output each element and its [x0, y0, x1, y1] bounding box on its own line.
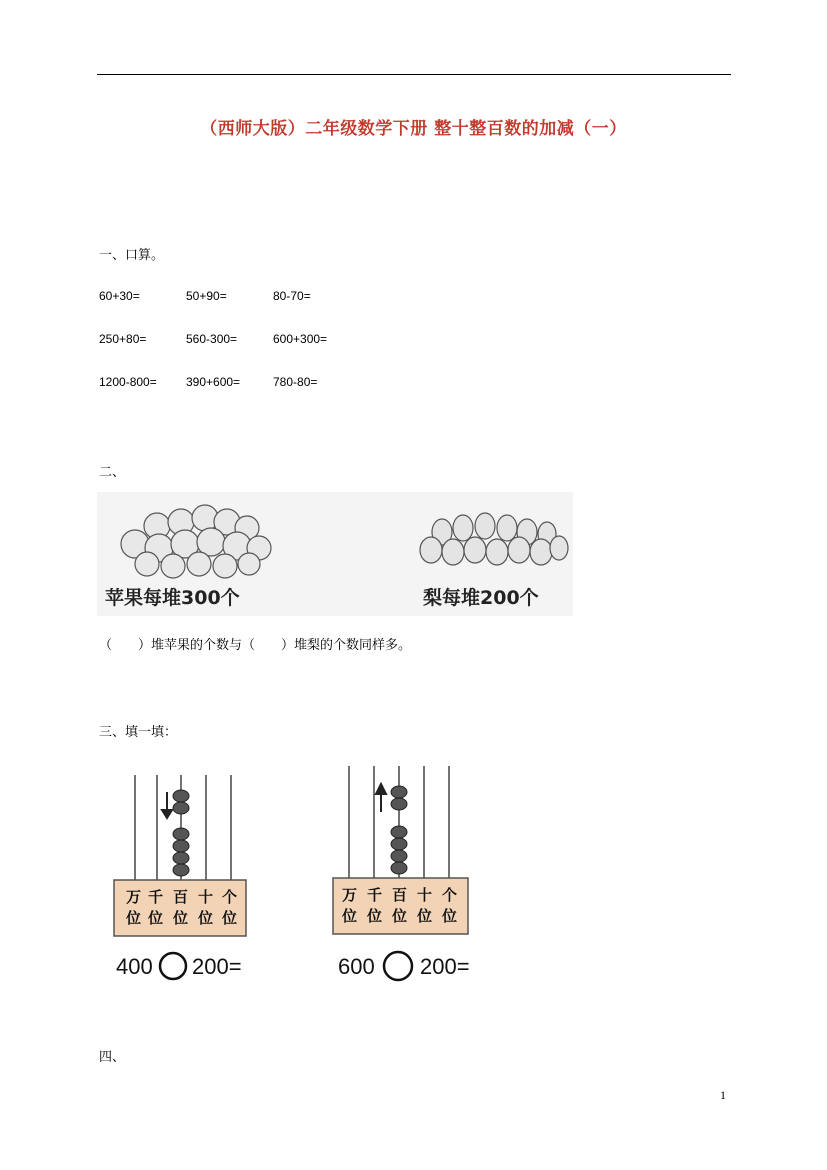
place-label: 万 [126, 888, 142, 906]
calc-item: 600+300= [273, 332, 328, 346]
answer-circle[interactable] [384, 952, 412, 980]
place-label: 十 [417, 886, 433, 904]
calc-item: 50+90= [186, 289, 227, 303]
place-label: 位 [442, 907, 458, 925]
place-label: 位 [342, 907, 358, 925]
calc-item: 1200-800= [99, 375, 157, 389]
section4-heading: 四、 [99, 1050, 126, 1065]
abacus-beads [173, 790, 189, 876]
up-arrow-icon [376, 784, 386, 812]
apple-caption: 苹果每堆300个 [105, 587, 240, 609]
page-number: 1 [720, 1088, 726, 1102]
down-arrow-icon [162, 792, 172, 818]
section2-heading: 二、 [99, 465, 126, 480]
place-label: 千 [367, 886, 383, 904]
fruit-illustration [97, 492, 573, 616]
equation-right-text: 200= [192, 954, 242, 979]
calc-item: 390+600= [186, 375, 241, 389]
section3-heading: 三、填一填： [99, 725, 178, 740]
abacus-beads [391, 786, 407, 874]
pear-caption: 梨每堆200个 [423, 587, 539, 609]
calc-item: 250+80= [99, 332, 147, 346]
equation-right-text: 200= [420, 954, 470, 979]
equation-left-number: 400 [116, 954, 153, 979]
place-label: 个 [222, 888, 238, 906]
answer-circle[interactable] [160, 953, 186, 979]
abacus-2 [330, 762, 480, 984]
place-label: 位 [222, 909, 238, 927]
section1-heading: 一、口算。 [99, 248, 165, 263]
place-label: 位 [417, 907, 433, 925]
equation-left-number: 600 [338, 954, 375, 979]
place-label: 位 [367, 907, 383, 925]
place-label: 万 [342, 886, 358, 904]
place-label: 百 [392, 886, 408, 904]
place-label: 位 [126, 909, 142, 927]
place-label: 位 [173, 909, 189, 927]
place-label: 千 [148, 888, 164, 906]
calc-item: 780-80= [273, 375, 318, 389]
place-label: 个 [442, 886, 458, 904]
place-label: 位 [198, 909, 214, 927]
place-label: 十 [198, 888, 214, 906]
section2-question: （ ）堆苹果的个数与（ ）堆梨的个数同样多。 [99, 638, 412, 653]
abacus-1 [110, 770, 260, 984]
calc-item: 80-70= [273, 289, 311, 303]
calc-item: 560-300= [186, 332, 238, 346]
place-label: 位 [148, 909, 164, 927]
calc-item: 60+30= [99, 289, 140, 303]
header-rule [97, 74, 731, 75]
place-label: 位 [392, 907, 408, 925]
place-label: 百 [173, 888, 189, 906]
page-title: （西师大版）二年级数学下册 整十整百数的加减（一） [200, 119, 627, 139]
